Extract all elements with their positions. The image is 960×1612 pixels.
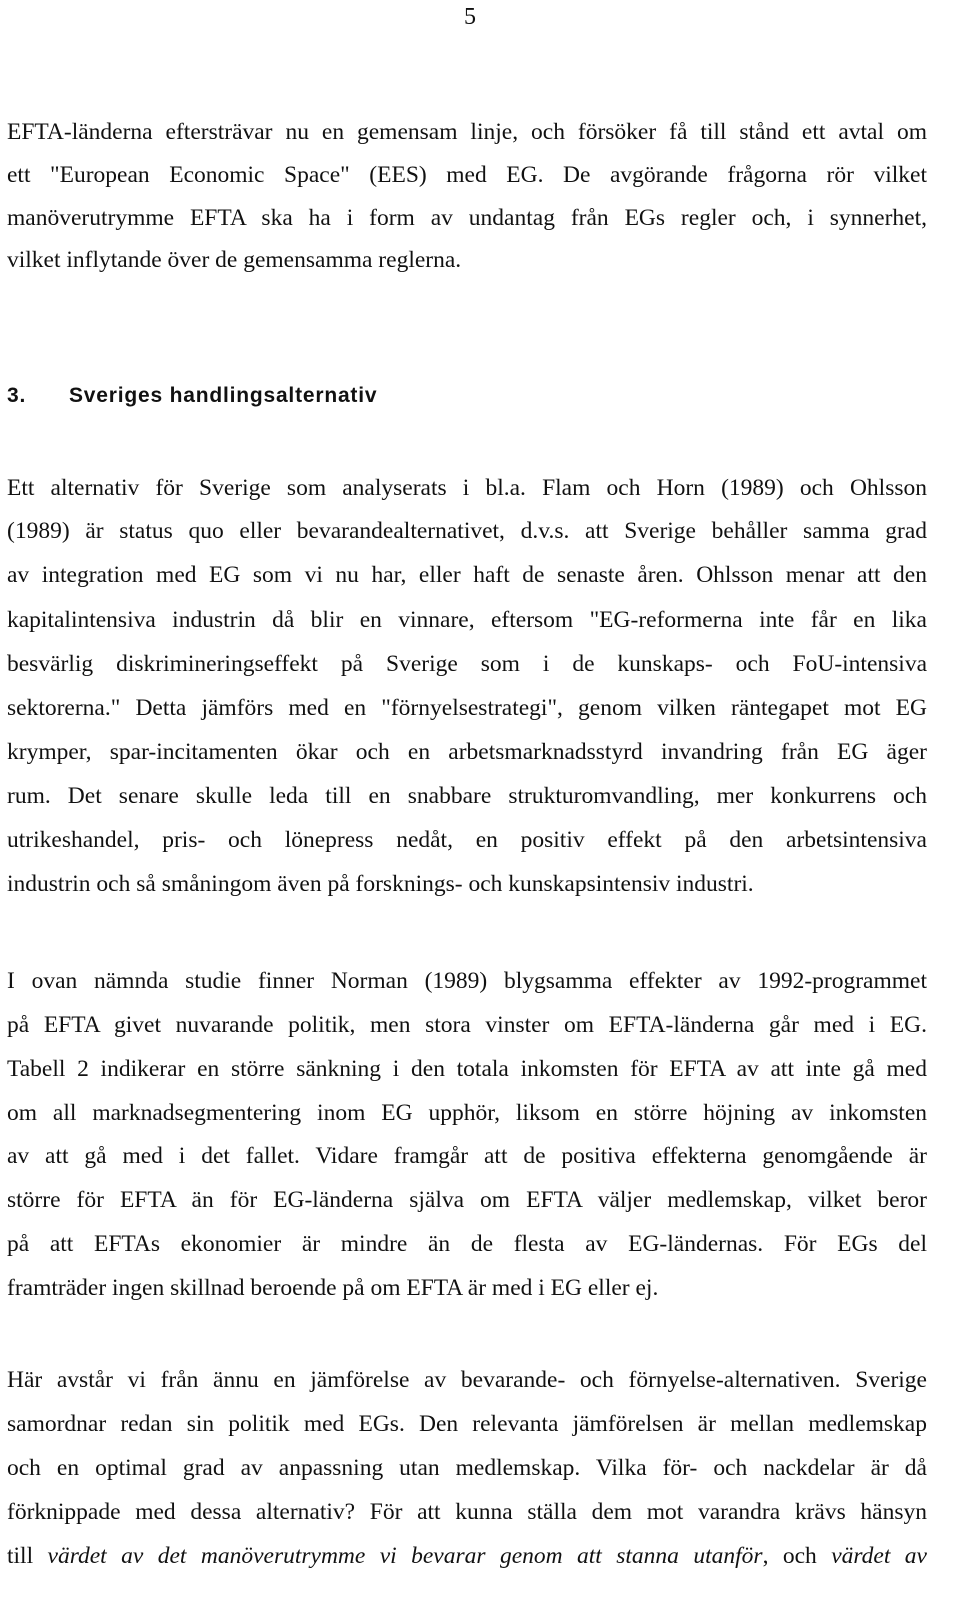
text-line: Tabell 2 indikerar en större sänkning i den totala inkomsten för EFTA av att inte gå med (7, 1056, 927, 1082)
text-line: EFTA-länderna eftersträvar nu en gemensam linje, och försöker få till stånd ett avtal om (7, 119, 927, 145)
italic-text-run: värdet av (831, 1543, 927, 1569)
text-line: ett "European Economic Space" (EES) med EG. De avgörande frågorna rör vilket (7, 162, 927, 188)
text-line: Här avstår vi från ännu en jämförelse av bevarande- och förnyelse-alternativen. Sverige (7, 1367, 927, 1393)
text-line: på att EFTAs ekonomier är mindre än de flesta av EG-ländernas. För EGs del (7, 1231, 927, 1257)
section-heading (7, 382, 377, 410)
italic-text-run: värdet av det manöverutrymme vi bevarar genom att stanna utanför (47, 1543, 763, 1569)
text-line: manöverutrymme EFTA ska ha i form av undantag från EGs regler och, i synnerhet, (7, 205, 927, 231)
text-line: större för EFTA än för EG-länderna själva om EFTA väljer medlemskap, vilket beror (7, 1187, 927, 1213)
text-line: och en optimal grad av anpassning utan medlemskap. Vilka för- och nackdelar är då (7, 1455, 927, 1481)
text-line: industrin och så småningom även på forsknings- och kunskapsintensiv industri. (7, 871, 754, 897)
text-line: kapitalintensiva industrin då blir en vinnare, eftersom "EG-reformerna inte får en lika (7, 607, 927, 633)
text-line: Ett alternativ för Sverige som analyserats i bl.a. Flam och Horn (1989) och Ohlsson (7, 475, 927, 501)
text-line: I ovan nämnda studie finner Norman (1989) blygsamma effekter av 1992-programmet (7, 968, 927, 994)
text-run: till (7, 1543, 48, 1569)
text-line: framträder ingen skillnad beroende på om EFTA är med i EG eller ej. (7, 1275, 659, 1301)
text-line: krymper, spar-incitamenten ökar och en arbetsmarknadsstyrd invandring från EG äger (7, 739, 927, 765)
section-title: Sveriges handlingsalternativ (69, 384, 378, 407)
text-line: av integration med EG som vi nu har, eller haft de senaste åren. Ohlsson menar att den (7, 562, 927, 588)
text-line: samordnar redan sin politik med EGs. Den relevanta jämförelsen är mellan medlemskap (7, 1411, 927, 1437)
text-line: av att gå med i det fallet. Vidare framgår att de positiva effekterna genomgående är (7, 1143, 927, 1169)
text-line: vilket inflytande över de gemensamma reglerna. (7, 247, 462, 273)
text-line: om all marknadsegmentering inom EG upphör, liksom en större höjning av inkomsten (7, 1100, 927, 1126)
page-number: 5 (464, 4, 476, 30)
text-line: sektorerna." Detta jämförs med en "förnyelsestrategi", genom vilken räntegapet mot EG (7, 695, 927, 721)
text-line: rum. Det senare skulle leda till en snabbare strukturomvandling, mer konkurrens och (7, 783, 927, 809)
section-number: 3. (7, 384, 27, 407)
text-run: , och (762, 1543, 832, 1569)
text-line: besvärlig diskrimineringseffekt på Sverige som i de kunskaps- och FoU-intensiva (7, 651, 927, 677)
text-line (7, 1541, 927, 1571)
text-line: på EFTA givet nuvarande politik, men stora vinster om EFTA-länderna går med i EG. (7, 1012, 927, 1038)
text-line: (1989) är status quo eller bevarandealternativet, d.v.s. att Sverige behåller samma grad (7, 518, 927, 544)
text-line: förknippade med dessa alternativ? För att kunna ställa dem mot varandra krävs hänsyn (7, 1499, 927, 1525)
text-line: utrikeshandel, pris- och lönepress nedåt, en positiv effekt på den arbetsintensiva (7, 827, 927, 853)
